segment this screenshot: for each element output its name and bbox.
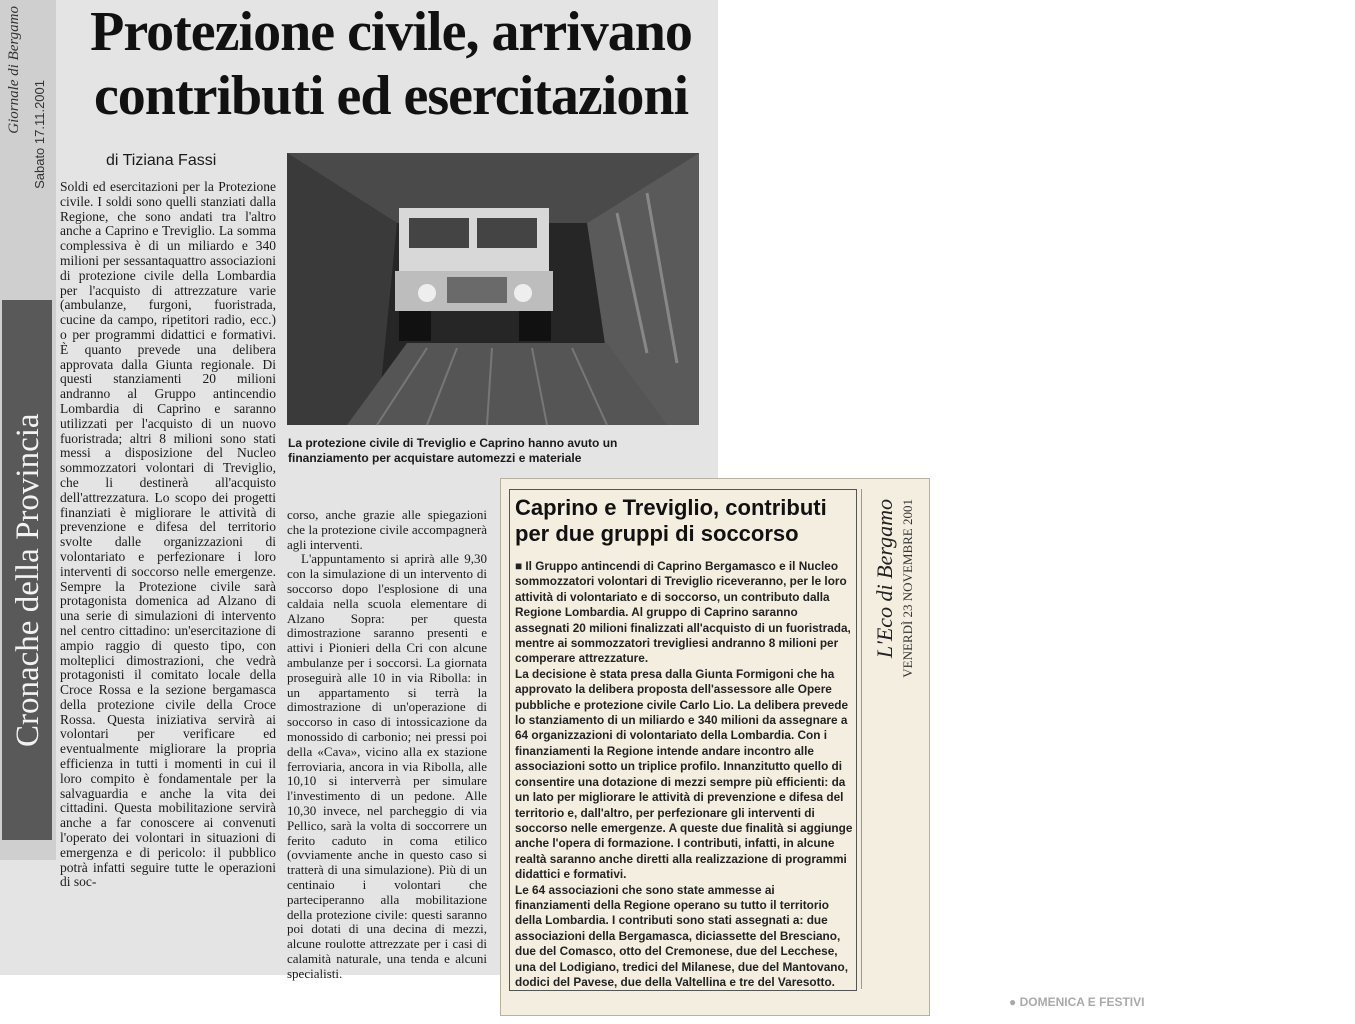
article-column-2: [287, 508, 487, 982]
column-1-text: Soldi ed esercitazioni per la Protezione civile. I soldi sono quelli stanziati dalla Regione, che sono andati tra l'altro anche a Caprino e Treviglio. La somma complessiva è di un miliardo e 340 milioni per sessantaquattro associazioni di protezione civile della Lombardia per l'acquisto di attrezzature varie (ambulanze, furgoni, fuoristrada, cucine da campo, ripetitori radio, ecc.) o per programmi didattici e formativi. È quanto prevede una delibera approvata dalla Giunta regionale. Di questi stanziamenti 20 milioni andranno al Gruppo antincendio Lombardia di Caprino e saranno utilizzati per l'acquisto di un nuovo fuoristrada; altri 8 milioni sono stati messi a disposizione del Nucleo sommozzatori volontari di Treviglio, che li destinerà all'acquisto dell'attrezzatura. Lo scopo dei progetti finanziati è migliorare le attività di prevenzione e difesa del territorio svolte dalle organizzazioni di volontariato e perfezionare i loro interventi di soccorso nelle emergenze. Sempre la Protezione civile sarà protagonista domenica ad Alzano di una serie di simulazioni di intervento nel centro cittadino: un'esercitazione di ampio raggio di questo tipo, con molteplici dimostrazioni, che vedrà protagonisti il comitato locale della Croce Rossa e la sezione bergamasca della protezione civile della Croce Rossa. Questa iniziativa servirà ai volontari per verificare ed eventualmente migliorare la propria efficienza in tutti i momenti in cui il loro compito è fondamentale per la salvaguardia e anche la vita dei cittadini. Questa mobilitazione servirà anche a far conoscere ai convenuti l'operato dei volontari in situazioni di emergenza e di pericolo: il pubblico potrà infatti seguire tutte le operazioni di soc-: [60, 179, 276, 890]
photo-caption: La protezione civile di Treviglio e Caprino hanno avuto un finanziamento per acquistare automezzi e materiale: [288, 436, 618, 465]
article-headline: Caprino e Treviglio, contributi per due gruppi di soccorso: [515, 495, 827, 546]
photo-vehicle-in-aircraft: [287, 153, 699, 425]
article-column-1: [60, 180, 276, 890]
article-paragraph-2: La decisione è stata presa dalla Giunta Formigoni che ha approvato la delibera proposta dell'assessore alle Opere pubbliche e protezione civile Carlo Lio. La delibera prevede lo stanziamento di un miliardo e 340 milioni da assegnare a 64 organizzazioni di volontariato della Lombardia. Con i finanziamenti la Regione intende andare incontro alle associazioni sotto un triplice profilo. Innanzitutto quello di consentire una dotazione di mezzi sempre più efficienti: da un lato per migliorare le attività di prevenzione e difesa del territorio e, dall'altro, per perfezionare gli interventi di soccorso nelle emergenze. A queste due finalità si aggiunge anche l'opera di formazione. I contributi, infatti, in alcune realtà saranno anche diretti alla realizzazione di programmi didattici e formativi.: [515, 666, 853, 882]
date-strip: [861, 489, 922, 989]
column-2-paragraph-2: L'appuntamento si aprirà alle 9,30 con la simulazione di un intervento di soccorso dopo l'esplosione di una caldaia nella scuola elementare di Alzano Sopra: per questa dimostrazione saranno presenti e attivi i Pionieri della Cri con alcune ambulanze per i soccorsi. La giornata proseguirà alle 10 in via Ribolla: in un appartamento si terrà la dimostrazione di un'operazione di soccorso in caso di intossicazione da monossido di carbonio; nei pressi poi della «Cava», vicino alla ex stazione ferroviaria, ancora in via Ribolla, alle 10,10 si interverrà per simulare l'investimento di un pedone. Alle 10,30 invece, nel parcheggio di via Pellico, sarà la volta di soccorrere un ferito caduto in coma etilico (ovviamente anche in questo caso si tratterà di una simulazione). Più di un centinaio i volontari che parteciperanno alla mobilitazione della protezione civile: questi saranno poi dotati di una decina di mezzi, alcune roulotte attrezzate per i casi di calamità naturale, una tenda e alcuni specialisti.: [287, 551, 487, 981]
byline: di Tiziana Fassi: [106, 152, 217, 169]
article-body: [515, 559, 853, 990]
article-paragraph-1: ■ Il Gruppo antincendi di Caprino Bergamasco e il Nucleo sommozzatori volontari di Treviglio riceveranno, per le loro attività di volontariato e di soccorso, un contributo dalla Regione Lombardia. Al gruppo di Caprino saranno assegnati 20 milioni finalizzati all'acquisto di un fuoristrada, mentre ai sommozzatori trevigliesi andranno 8 milioni per comperare attrezzature.: [515, 559, 851, 666]
clipping-eco-di-bergamo: [500, 478, 1145, 1016]
article-paragraph-3: Le 64 associazioni che sono state ammesse ai finanziamenti della Regione operano su tutto il territorio della Lombardia. I contributi sono stati assegnati a: due associazioni della Bergamasca, diciassette del Bresciano, due del Comasco, otto del Cremonese, due del Lecchese, una del Lodigiano, tredici del Milanese, due del Mantovano, dodici del Pavese, due della Valtellina e tre del Varesotto.: [515, 882, 848, 989]
column-2-paragraph-1: corso, anche grazie alle spiegazioni che la protezione civile accompagnerà agli interventi.: [287, 507, 487, 552]
handwritten-source: L'Eco di Bergamo: [872, 499, 897, 659]
publication-date: Sabato 17.11.2001: [32, 80, 47, 189]
section-title: Cronache della Provincia: [10, 413, 46, 747]
section-sidebar: [0, 0, 56, 860]
issue-date: VENERDÌ 23 NOVEMBRE 2001: [900, 499, 915, 678]
footer-fragment: ● DOMENICA E FESTIVI: [1009, 995, 1145, 1009]
article-photo: [287, 153, 699, 425]
newspaper-name: Giornale di Bergamo: [6, 6, 22, 134]
headline: Protezione civile, arrivano contributi ed esercitazioni: [90, 1, 692, 127]
